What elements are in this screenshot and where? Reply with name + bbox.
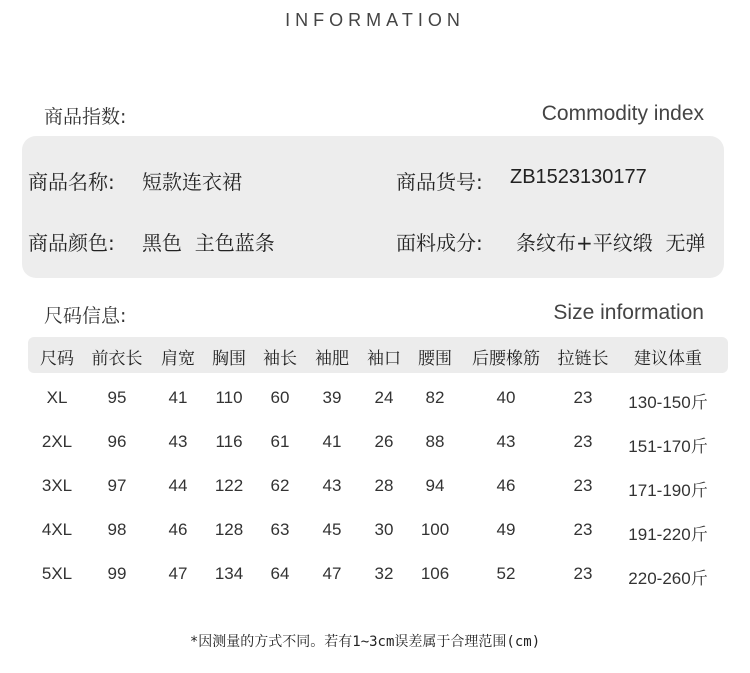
size-table-cell: 88 (425, 432, 445, 451)
product-sku-label: 商品货号: (396, 170, 483, 194)
size-table-cell: 23 (573, 432, 593, 451)
size-table-cell: 64 (270, 564, 290, 583)
footnote: *因测量的方式不同。若有1~3cm误差属于合理范围(cm) (189, 634, 541, 650)
commodity-info-box (22, 136, 724, 278)
size-table-cell: 39 (322, 388, 342, 407)
size-table-cell: 43 (322, 476, 342, 495)
size-table-cell: 44 (168, 476, 188, 495)
size-table-cell: 43 (496, 432, 516, 451)
size-table-cell: 3XL (41, 476, 73, 495)
size-table-cell: 82 (425, 388, 445, 407)
size-table-cell: 30 (374, 520, 394, 539)
size-table-cell: 191-220斤 (628, 525, 708, 544)
product-sku-value: ZB1523130177 (510, 166, 647, 188)
size-table-cell: 134 (214, 564, 244, 583)
size-table-cell: 98 (107, 520, 127, 539)
size-column-header: 拉链长 (557, 349, 609, 369)
size-table-cell: 122 (214, 476, 244, 495)
size-table-cell: XL (46, 388, 68, 407)
size-column-header: 胸围 (212, 349, 246, 369)
size-table-cell: 5XL (41, 564, 73, 583)
size-table-cell: 26 (374, 432, 394, 451)
size-table-cell: 106 (420, 564, 450, 583)
size-table-cell: 99 (107, 564, 127, 583)
size-column-header: 袖长 (263, 349, 297, 369)
size-table-cell: 62 (270, 476, 290, 495)
size-table-cell: 49 (496, 520, 516, 539)
size-table-cell: 23 (573, 520, 593, 539)
size-table-cell: 46 (168, 520, 188, 539)
size-column-header: 肩宽 (161, 349, 195, 369)
size-table-cell: 47 (168, 564, 188, 583)
size-column-header: 袖肥 (315, 349, 349, 369)
size-heading-cn: 尺码信息: (44, 305, 127, 327)
size-table-cell: 97 (107, 476, 127, 495)
commodity-heading-en: Commodity index (541, 102, 704, 125)
product-name-label: 商品名称: (28, 170, 115, 194)
size-table-cell: 95 (107, 388, 127, 407)
size-table-cell: 61 (270, 432, 290, 451)
size-table-cell: 23 (573, 564, 593, 583)
size-table-cell: 63 (270, 520, 290, 539)
size-table-cell: 100 (420, 520, 450, 539)
size-table-cell: 45 (322, 520, 342, 539)
size-table-cell: 41 (322, 432, 342, 451)
size-heading-en: Size information (553, 301, 704, 324)
size-table-cell: 28 (374, 476, 394, 495)
size-table-cell: 2XL (41, 432, 73, 451)
size-table-cell: 110 (215, 388, 243, 407)
size-table-cell: 4XL (41, 520, 73, 539)
size-table-cell: 130-150斤 (628, 393, 708, 412)
size-table-cell: 24 (374, 388, 394, 407)
product-fabric-value: 条纹布+平纹缎 无弹 (516, 231, 706, 255)
size-table-cell: 96 (107, 432, 127, 451)
size-table-cell: 60 (270, 388, 290, 407)
size-table-cell: 32 (374, 564, 394, 583)
size-table-cell: 46 (496, 476, 516, 495)
size-table-cell: 171-190斤 (628, 481, 708, 500)
product-fabric-label: 面料成分: (396, 231, 483, 255)
size-column-header: 袖口 (367, 349, 401, 369)
page-title: INFORMATION (285, 10, 465, 30)
size-column-header: 前衣长 (91, 349, 143, 369)
size-table-cell: 128 (214, 520, 244, 539)
commodity-heading-cn: 商品指数: (44, 106, 127, 128)
size-table-cell: 220-260斤 (628, 569, 708, 588)
size-column-header: 尺码 (40, 349, 74, 369)
size-table-cell: 41 (168, 388, 188, 407)
size-table-cell: 47 (322, 564, 342, 583)
size-table-cell: 43 (168, 432, 188, 451)
size-column-header: 后腰橡筋 (472, 349, 540, 369)
product-color-label: 商品颜色: (28, 231, 115, 255)
size-table-cell: 40 (496, 388, 516, 407)
product-color-value: 黑色 主色蓝条 (142, 231, 275, 255)
size-table-cell: 52 (496, 564, 516, 583)
size-table-cell: 94 (425, 476, 445, 495)
product-name-value: 短款连衣裙 (142, 170, 242, 194)
size-table-cell: 23 (573, 388, 593, 407)
size-table-cell: 116 (215, 432, 243, 451)
size-table-cell: 151-170斤 (628, 437, 708, 456)
size-column-header: 腰围 (418, 349, 452, 369)
size-table-cell: 23 (573, 476, 593, 495)
size-column-header: 建议体重 (634, 349, 702, 369)
